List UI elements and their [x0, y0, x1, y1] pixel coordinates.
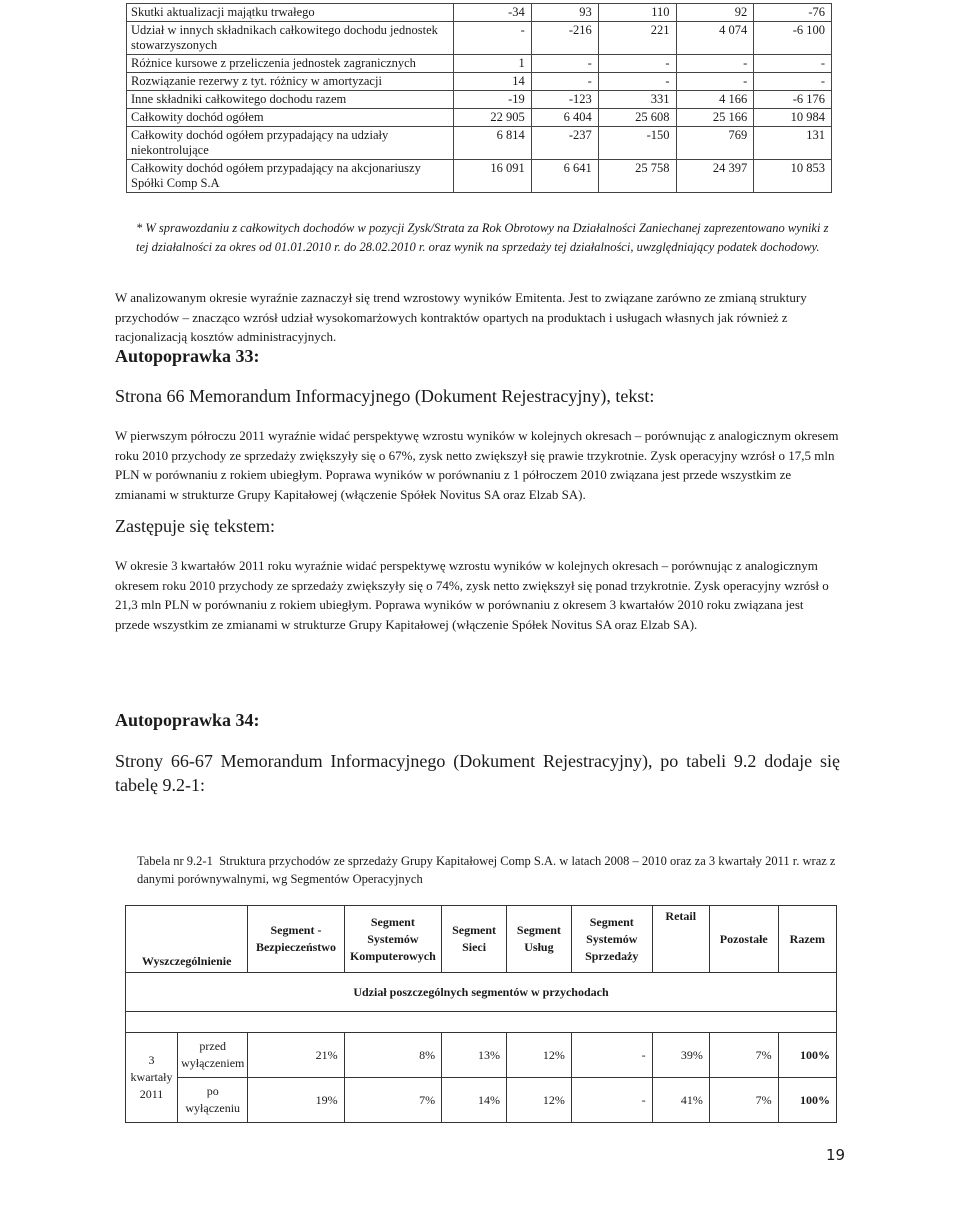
- row-label: Udział w innych składnikach całkowitego dochodu jednostek stowarzyszonych: [127, 22, 454, 55]
- cell: 25 166: [676, 109, 754, 127]
- column-header: Segment - Bezpieczeństwo: [248, 906, 344, 973]
- cell: 13%: [442, 1033, 507, 1078]
- page-number: 19: [826, 1146, 846, 1164]
- cell: -19: [454, 91, 532, 109]
- row-label: Całkowity dochód ogółem: [127, 109, 454, 127]
- caption-text: Struktura przychodów ze sprzedaży Grupy Kapitałowej Comp S.A. w latach 2008 – 2010 oraz za 3 kwartały 2011 r. wraz z danymi porównywalnymi, wg Segmentów Operacyjnych: [137, 854, 836, 886]
- row-label: Całkowity dochód ogółem przypadający na udziały niekontrolujące: [127, 127, 454, 160]
- cell: 21%: [248, 1033, 344, 1078]
- cell: 6 814: [454, 127, 532, 160]
- cell: -150: [598, 127, 676, 160]
- cell: -: [531, 55, 598, 73]
- cell: -216: [531, 22, 598, 55]
- row-label: Różnice kursowe z przeliczenia jednostek zagranicznych: [127, 55, 454, 73]
- cell: 7%: [709, 1078, 778, 1123]
- cell: -: [754, 73, 832, 91]
- row-label: Skutki aktualizacji majątku trwałego: [127, 4, 454, 22]
- cell: -: [571, 1033, 652, 1078]
- table-row: [127, 127, 832, 160]
- cell: 4 074: [676, 22, 754, 55]
- table-row: [127, 91, 832, 109]
- cell: -76: [754, 4, 832, 22]
- cell: 39%: [652, 1033, 709, 1078]
- table-row: [127, 4, 832, 22]
- table-caption: [137, 852, 837, 888]
- cell: -: [754, 55, 832, 73]
- financial-table: [126, 3, 832, 193]
- cell-total: 100%: [778, 1078, 836, 1123]
- table-row: [126, 1078, 837, 1123]
- subheading-replacement: Zastępuje się tekstem:: [115, 516, 275, 536]
- cell: 221: [598, 22, 676, 55]
- cell: 19%: [248, 1078, 344, 1123]
- column-header: Segment Systemów Sprzedaży: [571, 906, 652, 973]
- cell: 131: [754, 127, 832, 160]
- header-row: [126, 906, 837, 973]
- paragraph-original-text: W pierwszym półroczu 2011 wyraźnie widać perspektywę wzrostu wyników w kolejnych okresach – porównując z analogicznym okresem roku 2010 przychody ze sprzedaży zwiększyły się o 67%, zysk netto zwiększył się prawie trzykrotnie. Zysk operacyjny wzrósł o 17,5 mln PLN w porównaniu z rokiem ubiegłym. Poprawa wyników w porównaniu z 1 półroczem 2010 związana jest przede wszystkim ze zmianami w strukturze Grupy Kapitałowej (włączenie Spółek Novitus SA oraz Elzab SA).: [115, 428, 839, 502]
- cell: 22 905: [454, 109, 532, 127]
- column-header: Pozostałe: [709, 906, 778, 973]
- cell: 6 404: [531, 109, 598, 127]
- cell: -: [571, 1078, 652, 1123]
- cell: -34: [454, 4, 532, 22]
- column-header: Segment Sieci: [442, 906, 507, 973]
- cell: -: [598, 55, 676, 73]
- cell: 14: [454, 73, 532, 91]
- cell: 769: [676, 127, 754, 160]
- table-row: [127, 109, 832, 127]
- cell: 93: [531, 4, 598, 22]
- cell: 331: [598, 91, 676, 109]
- cell: -: [454, 22, 532, 55]
- cell: 41%: [652, 1078, 709, 1123]
- cell: 92: [676, 4, 754, 22]
- cell: 25 608: [598, 109, 676, 127]
- cell: 25 758: [598, 160, 676, 193]
- subheader-row: [126, 973, 837, 1012]
- cell: -: [531, 73, 598, 91]
- subheading-page-66-67: Strony 66-67 Memorandum Informacyjnego (Dokument Rejestracyjny), po tabeli 9.2 dodaje się tabelę 9.2-1:: [115, 751, 840, 795]
- cell: -237: [531, 127, 598, 160]
- cell: -: [676, 73, 754, 91]
- row-label: po wyłączeniu: [178, 1078, 248, 1123]
- cell: 12%: [506, 1078, 571, 1123]
- row-label: Całkowity dochód ogółem przypadający na akcjonariuszy Spółki Comp S.A: [127, 160, 454, 193]
- cell: 24 397: [676, 160, 754, 193]
- caption-prefix: Tabela nr 9.2-1: [137, 854, 213, 868]
- spacer-cell: [126, 1012, 837, 1033]
- column-header: Retail: [652, 906, 709, 973]
- segment-table: [125, 905, 837, 1123]
- column-header: Razem: [778, 906, 836, 973]
- cell: 7%: [709, 1033, 778, 1078]
- row-label: Inne składniki całkowitego dochodu razem: [127, 91, 454, 109]
- table-row: [126, 1033, 837, 1078]
- cell: -6 100: [754, 22, 832, 55]
- heading-autopoprawka-33: Autopoprawka 33:: [115, 346, 260, 366]
- cell: -: [676, 55, 754, 73]
- cell: 16 091: [454, 160, 532, 193]
- column-header: Segment Usług: [506, 906, 571, 973]
- cell: 8%: [344, 1033, 442, 1078]
- cell: 4 166: [676, 91, 754, 109]
- cell: 12%: [506, 1033, 571, 1078]
- subheader: Udział poszczególnych segmentów w przychodach: [126, 973, 837, 1012]
- cell: 7%: [344, 1078, 442, 1123]
- cell: 110: [598, 4, 676, 22]
- subheading-page-66: Strona 66 Memorandum Informacyjnego (Dokument Rejestracyjny), tekst:: [115, 386, 655, 406]
- table-row: [127, 73, 832, 91]
- row-label: Rozwiązanie rezerwy z tyt. różnicy w amortyzacji: [127, 73, 454, 91]
- cell: 6 641: [531, 160, 598, 193]
- heading-autopoprawka-34: Autopoprawka 34:: [115, 710, 260, 730]
- cell: -6 176: [754, 91, 832, 109]
- column-header: Segment Systemów Komputerowych: [344, 906, 442, 973]
- paragraph-results: W analizowanym okresie wyraźnie zaznaczył się trend wzrostowy wyników Emitenta. Jest to związane zarówno ze zmianą struktury przychodów – znacząco wzrósł udział wysokomarżowych kontraktów opartych na produktach i usługach własnych jak również z racjonalizacją kosztów administracyjnych.: [115, 290, 807, 344]
- cell: -: [598, 73, 676, 91]
- header-wyszczegolnienie: Wyszczególnienie: [126, 906, 248, 973]
- cell-total: 100%: [778, 1033, 836, 1078]
- table-footnote: * W sprawozdaniu z całkowitych dochodów w pozycji Zysk/Strata za Rok Obrotowy na Działalności Zaniechanej zaprezentowano wyniki z tej działalności za okres od 01.01.2010 r. do 28.02.2010 r. oraz wynik na sprzedaży tej działalności, uwzględniający podatek dochodowy.: [136, 221, 829, 254]
- period-cell: 3 kwartały 2011: [126, 1033, 178, 1123]
- cell: 10 984: [754, 109, 832, 127]
- table-row: [127, 55, 832, 73]
- table-row: [127, 22, 832, 55]
- cell: 14%: [442, 1078, 507, 1123]
- cell: 10 853: [754, 160, 832, 193]
- row-label: przed wyłączeniem: [178, 1033, 248, 1078]
- paragraph-replacement-text: W okresie 3 kwartałów 2011 roku wyraźnie widać perspektywę wzrostu wyników w kolejnych okresach – porównując z analogicznym okresem roku 2010 przychody ze sprzedaży zwiększyły się o 74%, zysk netto zwiększył się ponad trzykrotnie. Zysk operacyjny wzrósł o 21,3 mln PLN w porównaniu z rokiem ubiegłym. Poprawa wyników w porównaniu z okresem 3 kwartałów 2010 roku związana jest przede wszystkim ze zmianami w strukturze Grupy Kapitałowej (włączenie Spółek Novitus SA oraz Elzab SA).: [115, 558, 829, 632]
- cell: 1: [454, 55, 532, 73]
- spacer-row: [126, 1012, 837, 1033]
- cell: -123: [531, 91, 598, 109]
- table-row: [127, 160, 832, 193]
